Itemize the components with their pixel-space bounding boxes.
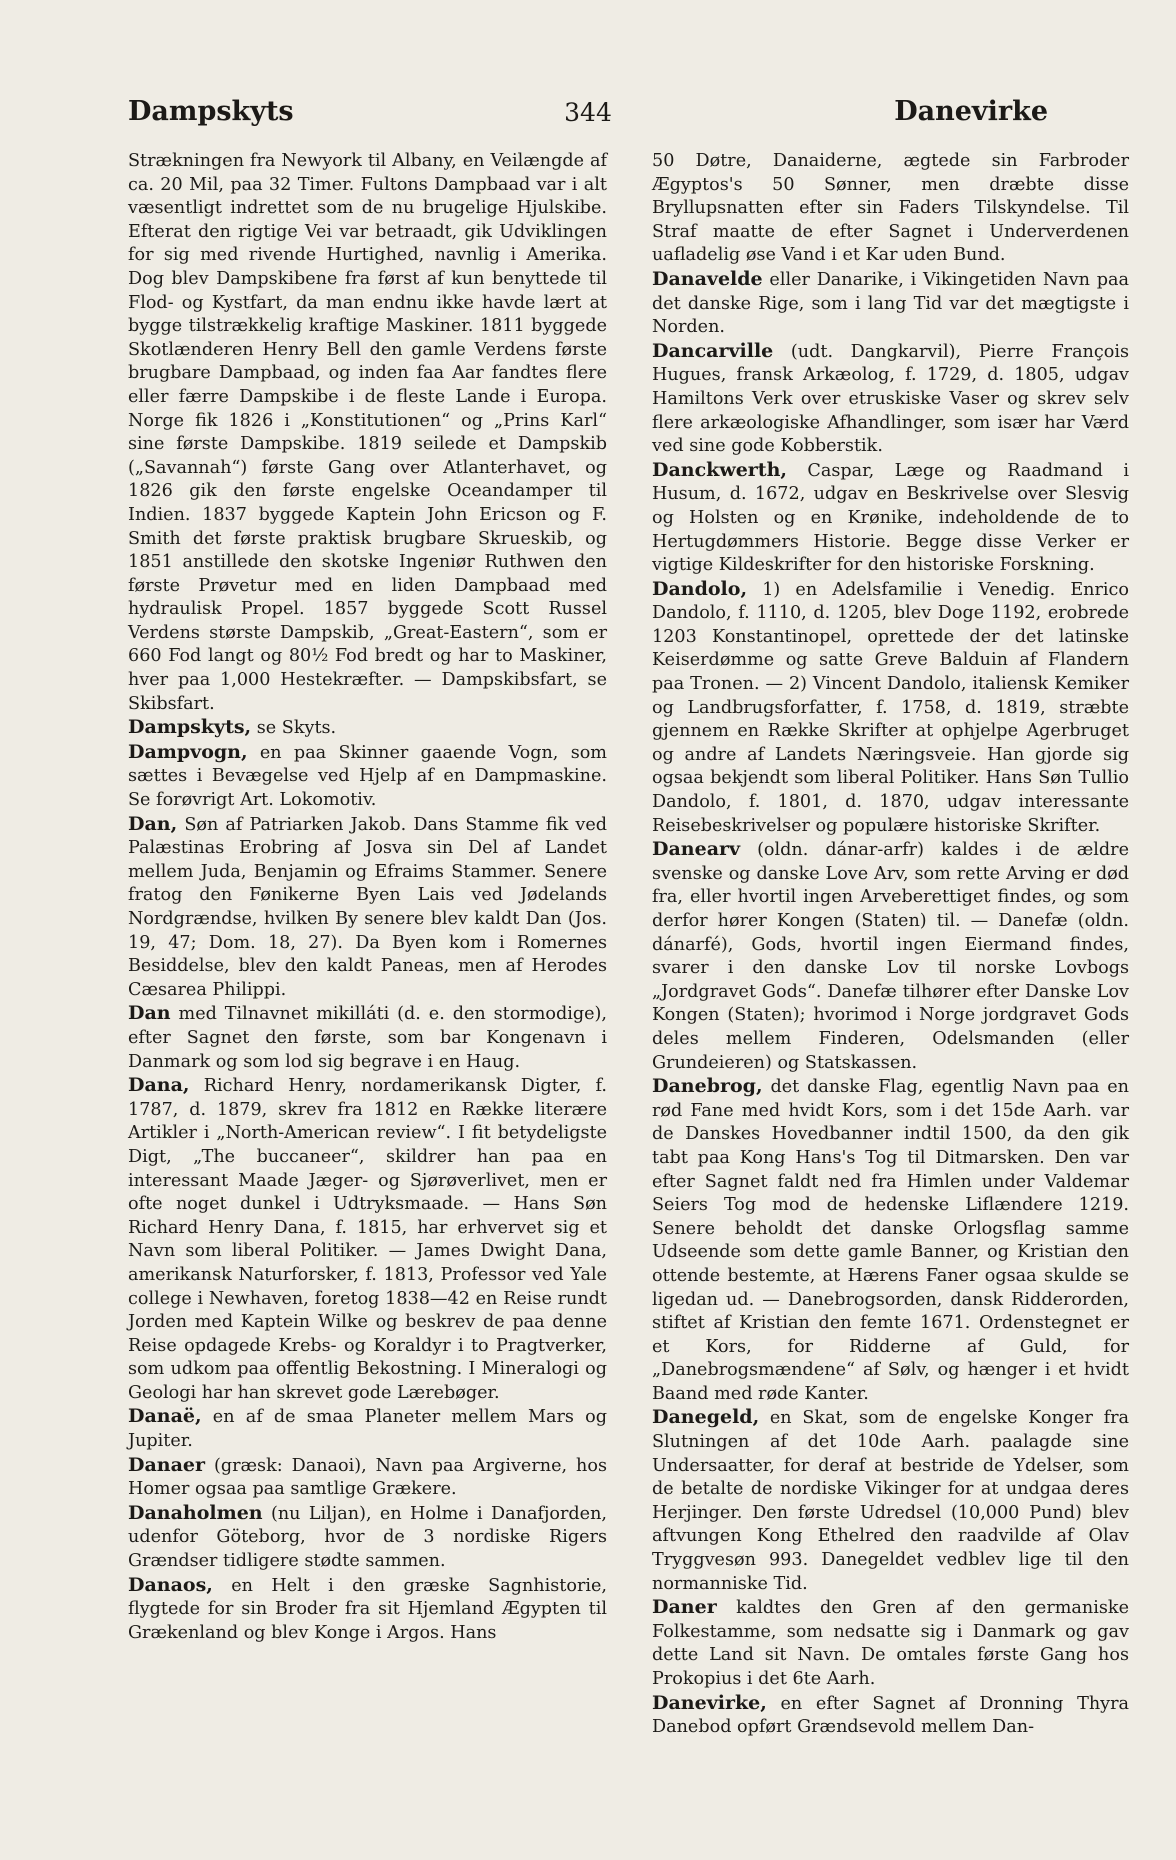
dictionary-entry [128,813,607,1003]
entry-text: en paa Skinner gaaende Vogn, som sættes i Bevægelse ved Hjelp af en Dampmaskine. Se forøvrigt Art. Lokomotiv. [128,742,607,811]
entry-text: en efter Sagnet af Dronning Thyra Danebod opført Grændsevold mellem Dan- [652,1693,1129,1738]
dictionary-entry [128,1405,607,1453]
dictionary-entry [128,716,607,741]
dictionary-entry [652,838,1129,1075]
entry-text: Caspar, Læge og Raadmand i Husum, d. 1672, udgav en Beskrivelse over Slesvig og Holsten og en Krønike, indeholdende de to Hertugdømmers Historie. Begge disse Verker er vigtige Kildeskrifter for den historiske Forskning. [652,460,1129,576]
entry-headword: Danaholmen [128,1501,263,1524]
running-head-left: Dampskyts [128,96,294,127]
dictionary-entry [128,741,607,813]
entry-headword: Danebrog, [652,1075,763,1098]
dictionary-entry [128,1074,607,1405]
dictionary-entry [652,1406,1129,1596]
dictionary-entry [128,1454,607,1502]
dictionary-entry [652,459,1129,578]
entry-text: det danske Flag, egentlig Navn paa en rød Fane med hvidt Kors, som i det 15de Aarh. var de Danskes Hovedbanner indtil 1500, da den gik tabt paa Kong Hans's Tog til Ditmarsken. Den var efter Sagnet faldt ned fra Himlen under Valdemar Seiers Tog mod de hedenske Liflændere 1219. Senere beholdt det danske Orlogsflag samme Udseende som dette gamle Banner, og Kristian den ottende bestemte, at Hærens Faner ogsaa skulde se ligedan ud. — Danebrogsorden, dansk Ridderorden, stiftet af Kristian den femte 1671. Ordenstegnet er et Kors, for Ridderne af Guld, for „Danebrogsmændene“ af Sølv, og hænger i et hvidt Baand med røde Kanter. [652,1077,1129,1404]
page-number: 344 [564,98,612,127]
entry-text: eller Danarike, i Vikingetiden Navn paa det danske Rige, som i lang Tid var det mægtigste i Norden. [652,269,1129,338]
entry-text: Richard Henry, nordamerikansk Digter, f. 1787, d. 1879, skrev fra 1812 en Række literære Artikler i „North-American review“. I fit betydeligste Digt, „The buccaneer“, skildrer han paa en interessant Maade Jæger- og Sjørøverlivet, men er ofte noget dunkel i Udtryksmaade. — Hans Søn Richard Henry Dana, f. 1815, har erhvervet sig et Navn som liberal Politiker. — James Dwight Dana, amerikansk Naturforsker, f. 1813, Professor ved Yale college i Newhaven, foretog 1838—42 en Reise rundt Jorden med Kaptein Wilke og beskrev de paa denne Reise opdagede Krebs- og Koraldyr i to Pragtverker, som udkom paa offentlig Bekostning. I Mineralogi og Geologi har han skrevet gode Lærebøger. [128,1076,607,1403]
entry-text: se Skyts. [251,718,337,739]
entry-headword: Dampvogn, [128,740,248,763]
entry-text: (udt. Dangkarvil), Pierre François Hugues, fransk Arkæolog, f. 1729, d. 1805, udgav Hamiltons Verk over etruskiske Vaser og skrev selv flere arkæologiske Afhandlinger, som især har Værd ved sine gode Kobberstik. [652,341,1129,457]
dictionary-entry [652,1692,1129,1740]
entry-headword: Dan [128,1002,171,1025]
entry-text: (græsk: Danaoi), Navn paa Argiverne, hos Homer ogsaa paa samtlige Grækere. [128,1455,607,1500]
dictionary-entry [652,268,1129,340]
entry-text: en af de smaa Planeter mellem Mars og Jupiter. [128,1407,607,1452]
entry-text: 1) en Adelsfamilie i Venedig. Enrico Dandolo, f. 1110, d. 1205, blev Doge 1192, erobrede 1203 Konstantinopel, oprettede der det latinske Keiserdømme og satte Greve Balduin af Flandern paa Tronen. — 2) Vincent Dandolo, italiensk Kemiker og Landbrugsforfatter, f. 1758, d. 1819, stræbte gjennem en Række Skrifter at ophjelpe Agerbruget og andre af Landets Næringsveie. Han gjorde sig ogsaa bekjendt som liberal Politiker. Hans Søn Tullio Dandolo, f. 1801, d. 1870, udgav interessante Reisebeskrivelser og populære historiske Skrifter. [652,579,1129,836]
entry-text: 50 Døtre, Danaiderne, ægtede sin Farbroder Ægyptos's 50 Sønner, men dræbte disse Bryllupsnatten efter sin Faders Tilskyndelse. Til Straf maatte de efter Sagnet i Underverdenen uafladelig øse Vand i et Kar uden Bund. [652,151,1129,266]
entry-headword: Daner [652,1596,717,1619]
dictionary-entry [128,1002,607,1074]
entry-headword: Danevirke, [652,1691,767,1714]
entry-headword: Dampskyts, [128,716,252,739]
entry-text: en Skat, som de engelske Konger fra Slutningen af det 10de Aarh. paalagde sine Undersaatter, for deraf at bestride de Ydelser, som de betalte de nordiske Vikinger for at undgaa deres Herjinger. Den første Udredsel (10,000 Pund) blev aftvungen Kong Ethelred den raadvilde af Olav Tryggvesøn 993. Danegeldet vedblev lige til den normanniske Tid. [652,1408,1129,1594]
entry-headword: Danaë, [128,1405,202,1428]
running-head-right: Danevirke [894,96,1048,127]
entry-text: Søn af Patriarken Jakob. Dans Stamme fik ved Palæstinas Erobring af Josva sin Del af Landet mellem Juda, Benjamin og Efraims Stammer. Senere fratog den Fønikerne Byen Lais ved Jødelands Nordgrændse, hvilken By senere blev kaldt Dan (Jos. 19, 47; Dom. 18, 27). Da Byen kom i Romernes Besiddelse, blev den kaldt Paneas, men af Herodes Cæsarea Philippi. [128,814,607,1000]
entry-headword: Danegeld, [652,1406,760,1429]
entry-text: med Tilnavnet mikilláti (d. e. den stormodige), efter Sagnet den første, som bar Kongenavn i Danmark og som lod sig begrave i en Haug. [128,1004,607,1072]
entry-headword: Danearv [652,838,741,861]
entry-headword: Dana, [128,1074,190,1097]
entry-headword: Danaer [128,1453,206,1476]
entry-text: kaldtes den Gren af den germaniske Folkestamme, som nedsatte sig i Danmark og gav dette Land sit Navn. De omtales første Gang hos Prokopius i det 6te Aarh. [652,1598,1129,1689]
entry-text: (oldn. dánar-arfr) kaldes i de ældre svenske og danske Love Arv, som rette Arving er død fra, eller hvortil ingen Arveberettiget findes, og som derfor hører Kongen (Staten) til. — Danefæ (oldn. dánarfé), Gods, hvortil ingen Eiermand findes, svarer i den danske Lov til norske Lovbogs „Jordgravet Gods“. Danefæ tilhører efter Danske Lov Kongen (Staten); hvorimod i Norge jordgravet Gods deles mellem Finderen, Odelsmanden (eller Grundeieren) og Statskassen. [652,840,1129,1073]
dictionary-entry [652,1075,1129,1406]
right-column [652,150,1129,1740]
dictionary-entry [652,340,1129,459]
entry-headword: Dan, [128,812,178,835]
dictionary-entry [652,578,1129,839]
entry-headword: Danavelde [652,267,763,290]
entry-text: (nu Liljan), en Holme i Danafjorden, udenfor Göteborg, hvor de 3 nordiske Rigers Grændser tidligere stødte sammen. [128,1503,607,1572]
dictionary-entry [128,150,607,716]
dictionary-entry [652,150,1129,268]
entry-headword: Danckwerth, [652,458,787,481]
entry-text: Strækningen fra Newyork til Albany, en Veilængde af ca. 20 Mil, paa 32 Timer. Fultons Dampbaad var i alt væsentligt indrettet som de nu brugelige Hjulskibe. Efterat den rigtige Vei var betraadt, gik Udviklingen for sig med rivende Hurtighed, navnlig i Amerika. Dog blev Dampskibene fra først af kun benyttede til Flod- og Kystfart, da man endnu ikke havde lært at bygge tilstrækkelig kraftige Maskiner. 1811 byggede Skotlænderen Henry Bell den gamle Verdens første brugbare Dampbaad, og inden faa Aar fandtes flere eller færre Dampskibe i de fleste Lande i Europa. Norge fik 1826 i „Konstitutionen“ og „Prins Karl“ sine første Dampskibe. 1819 seilede et Dampskib („Savannah“) første Gang over Atlanterhavet, og 1826 gik den første engelske Oceandamper til Indien. 1837 byggede Kaptein John Ericson og F. Smith det første praktisk brugbare Skrueskib, og 1851 anstillede den skotske Ingeniør Ruthwen den første Prøvetur med en liden Dampbaad med hydraulisk Propel. 1857 byggede Scott Russel Verdens største Dampskib, „Great-Eastern“, som er 660 Fod langt og 80½ Fod bredt og har to Maskiner, hver paa 1,000 Hestekræfter. — Dampskibsfart, se Skibsfart. [128,151,607,714]
entry-headword: Danaos, [128,1573,213,1596]
entry-headword: Dandolo, [652,577,748,600]
entry-headword: Dancarville [652,339,774,362]
dictionary-entry [128,1574,607,1646]
dictionary-entry [128,1502,607,1574]
left-column [128,150,607,1645]
dictionary-entry [652,1596,1129,1691]
page-header [128,96,1048,136]
entry-text: en Helt i den græske Sagnhistorie, flygtede for sin Broder fra sit Hjemland Ægypten til Grækenland og blev Konge i Argos. Hans [128,1575,607,1643]
